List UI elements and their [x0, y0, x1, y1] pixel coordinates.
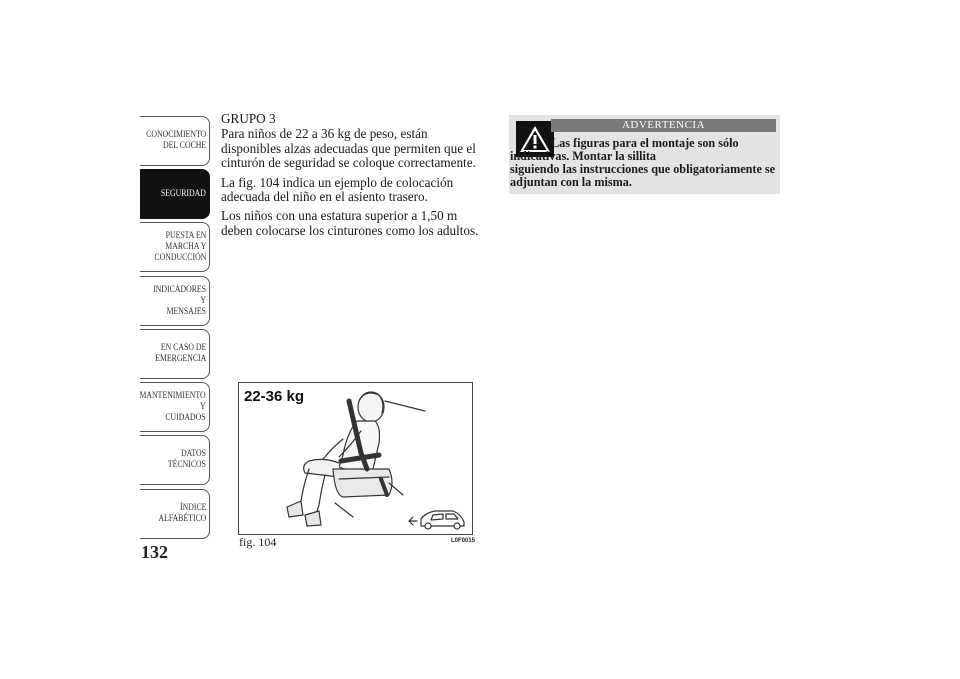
tab-label: DATOS TÉCNICOS — [167, 449, 206, 470]
tab-conocimiento-del-coche[interactable] — [140, 116, 210, 166]
tab-puesta-en-marcha[interactable] — [140, 222, 210, 272]
tab-label: ÍNDICE ALFABÉTICO — [158, 503, 206, 524]
paragraph: Para niños de 22 a 36 kg de peso, están disponibles alzas adecuadas que permiten que el cinturón de seguridad se coloque correctamente. — [221, 126, 476, 171]
warning-text — [510, 137, 778, 189]
figure-104 — [238, 382, 473, 535]
tab-datos-tecnicos[interactable] — [140, 435, 210, 485]
warning-text-line: Las figuras para el montaje son sólo indicativas. Montar la sillita — [510, 136, 739, 163]
figure-caption: fig. 104 — [239, 535, 277, 549]
section-heading: GRUPO 3 — [221, 111, 276, 126]
paragraph: Los niños con una estatura superior a 1,50 m deben colocarse los cinturones como los adultos. — [221, 208, 479, 238]
paragraph: La fig. 104 indica un ejemplo de colocación adecuada del niño en el asiento trasero. — [221, 174, 454, 205]
tab-label: CONOCIMIENTO DEL COCHE — [145, 130, 206, 151]
child-on-booster-illustration — [239, 383, 472, 534]
warning-title: ADVERTENCIA — [551, 119, 776, 132]
tab-seguridad[interactable] — [140, 169, 210, 219]
tab-label: MANTENIMIENTO Y CUIDADOS — [139, 390, 206, 423]
warning-box — [509, 115, 780, 194]
body-text — [221, 112, 483, 243]
figure-code: L0F0015 — [451, 538, 476, 544]
tab-label: PUESTA EN MARCHA Y CONDUCCIÓN — [154, 230, 206, 263]
tab-indicadores-mensajes[interactable] — [140, 276, 210, 326]
warning-text-line: siguiendo las instrucciones que obligatoriamente se adjuntan con la misma. — [510, 162, 776, 189]
tab-label: INDICADORES Y MENSAJES — [153, 284, 206, 317]
tab-emergencia[interactable] — [140, 329, 210, 379]
page-number: 132 — [141, 542, 168, 562]
tab-mantenimiento[interactable] — [140, 382, 210, 432]
tab-label: SEGURIDAD — [160, 188, 206, 199]
tab-indice-alfabetico[interactable] — [140, 489, 210, 539]
tab-label: EN CASO DE EMERGENCIA — [154, 343, 206, 364]
figure-weight-label: 22-36 kg — [244, 388, 305, 405]
